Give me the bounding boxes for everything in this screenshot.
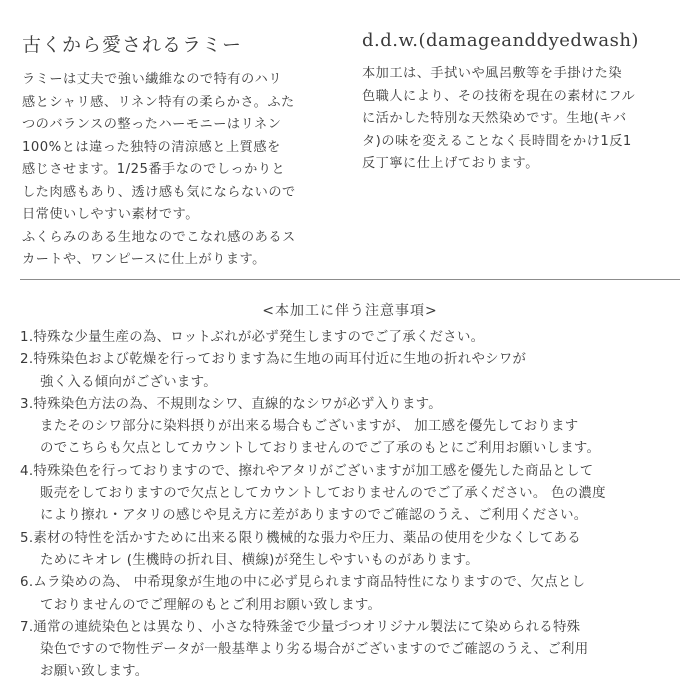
note-item	[20, 528, 690, 573]
left-body-line: ふくらみのある生地なのでこなれ感のあるス	[22, 229, 296, 245]
note-line: 販売をしておりますので欠点としてカウントしておりませんのでご了承ください。 色の濃度	[40, 486, 606, 502]
note-item	[20, 617, 690, 684]
section-divider	[20, 279, 680, 280]
left-body-line: 感じさせます。1/25番手なのでしっかりと	[22, 162, 286, 177]
note-line: 5.素材の特性を活かすために出来る限り機械的な張力や圧力、薬品の使用を少なくしてある	[20, 530, 581, 546]
note-line: ておりませんのでご理解のもとご利用お願い致します。	[40, 597, 382, 613]
note-line: 染色ですので物性データが一般基準より劣る場合がございますのでご確認のうえ、ご利用	[40, 642, 589, 658]
right-body-line: 反丁寧に仕上げております。	[362, 156, 539, 171]
right-body-line: 色職人により、その技術を現在の素材にフル	[362, 88, 636, 104]
left-section-title: 古くから愛されるラミー	[22, 34, 243, 56]
right-section-body	[362, 63, 682, 176]
note-line: 4.特殊染色を行っておりますので、擦れやアタリがございますが加工感を優先した商品として	[20, 463, 594, 479]
right-body-line: タ)の味を変えることなく長時間をかけ1反1	[362, 133, 632, 149]
note-item	[20, 349, 690, 394]
note-line: 1.特殊な少量生産の為、ロットぶれが必ず発生しますのでご了承ください。	[20, 330, 485, 345]
notes-heading: <本加工に伴う注意事項>	[262, 303, 438, 319]
note-item	[20, 572, 690, 617]
note-line: ためにキオレ (生機時の折れ目、横線)が発生しやすいものがあります。	[40, 552, 479, 568]
note-line: 強く入る傾向がございます。	[40, 374, 217, 390]
note-line: 3.特殊染色方法の為、不規則なシワ、直線的なシワが必ず入ります。	[20, 396, 442, 412]
left-body-line: 100%とは違った独特の清涼感と上質感を	[22, 139, 281, 155]
note-line: のでこちらも欠点としてカウントしておりませんのでご了承のもとにご利用お願いします。	[40, 441, 601, 457]
right-body-line: 本加工は、手拭いや風呂敷等を手掛けた染	[362, 66, 623, 81]
note-item	[20, 327, 690, 349]
left-section	[22, 30, 352, 272]
left-body-line: つのバランスの整ったハーモニーはリネン	[22, 117, 282, 132]
right-section-title: d.d.w.(damageanddyedwash)	[362, 30, 639, 51]
left-section-body	[22, 69, 352, 272]
left-body-line: 日常使いしやすい素材です。	[22, 207, 199, 222]
note-line: により擦れ・アタリの感じや見え方に差がありますのでご確認のうえ、ご利用ください。	[40, 508, 588, 524]
left-body-line: 感とシャリ感、リネン特有の柔らかさ。ふた	[22, 94, 295, 110]
right-section	[362, 30, 682, 176]
note-line: 6.ムラ染めの為、 中希現象が生地の中に必ず見られます商品特性になりますので、欠点とし	[20, 575, 586, 591]
left-body-line: した肉感もあり、透け感も気にならないので	[22, 184, 296, 200]
note-line: お願い致します。	[40, 664, 149, 680]
note-item	[20, 461, 690, 528]
notes-list	[20, 327, 690, 684]
right-body-line: に活かした特別な天然染めです。生地(キバ	[362, 111, 627, 126]
note-line: またそのシワ部分に染料摂りが出来る場合もございますが、 加工感を優先しております	[40, 419, 579, 435]
note-item	[20, 394, 690, 461]
left-body-line: カートや、ワンピースに仕上がります。	[22, 252, 266, 267]
note-line: 7.通常の連続染色とは異なり、小さな特殊釜で少量づつオリジナル製法にて染められる特殊	[20, 619, 581, 635]
left-body-line: ラミーは丈夫で強い繊維なので特有のハリ	[22, 72, 283, 87]
note-line: 2.特殊染色および乾燥を行っております為に生地の両耳付近に生地の折れやシワが	[20, 352, 527, 368]
